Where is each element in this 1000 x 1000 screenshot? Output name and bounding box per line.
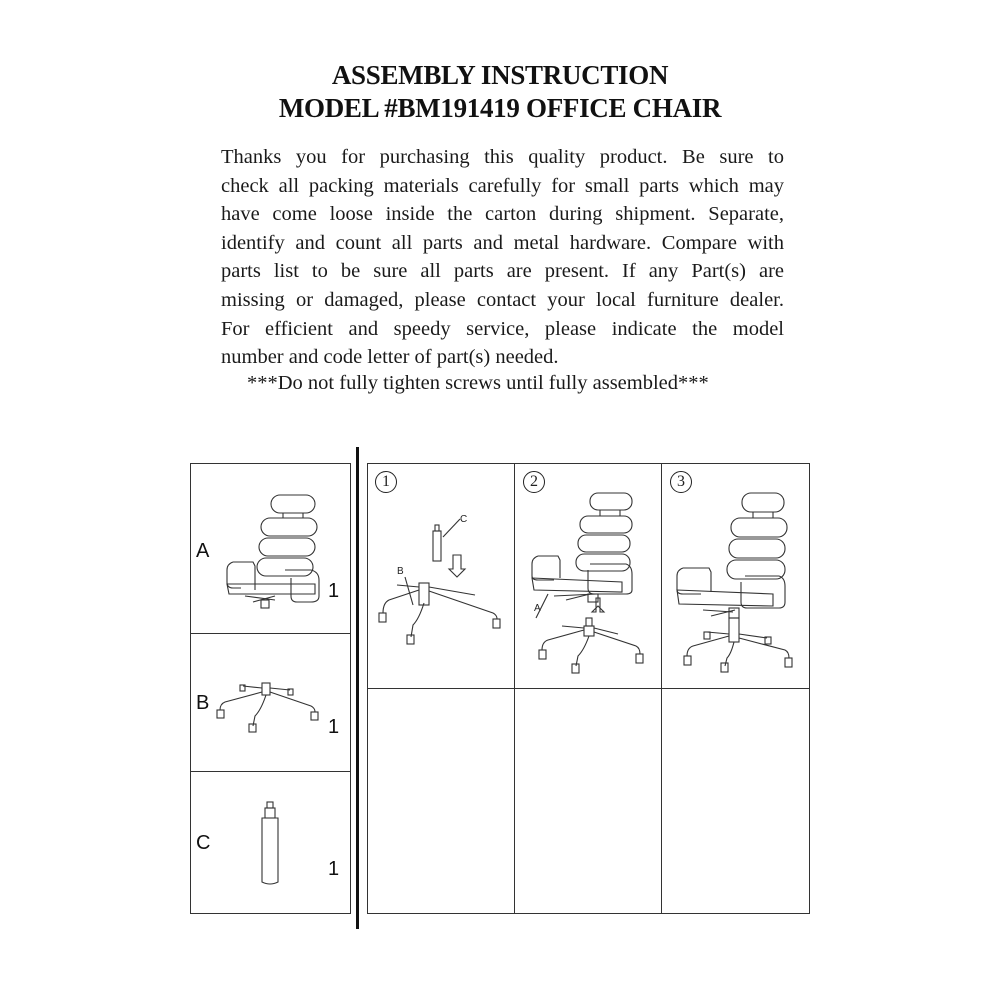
section-divider [356, 447, 359, 929]
intro-line: missing or damaged, please contact your local furniture dealer. [221, 288, 784, 311]
part-a-qty: 1 [328, 580, 340, 602]
step-3-assembled-chair-illustration [675, 490, 805, 670]
step-1-number: 1 [375, 471, 397, 493]
steps-row-divider [367, 688, 810, 689]
intro-line: Thanks you for purchasing this quality product. Be sure to [221, 146, 784, 168]
parts-divider [190, 633, 351, 634]
part-b-qty: 1 [328, 716, 340, 738]
part-a-letter: A [196, 540, 210, 562]
model-title: MODEL #BM191419 OFFICE CHAIR [278, 93, 722, 123]
step-3-number: 3 [670, 471, 692, 493]
step-2-attach-seat-illustration [530, 490, 660, 675]
tighten-warning-note: ***Do not fully tighten screws until fully assembled*** [247, 372, 709, 394]
step-2-number: 2 [523, 471, 545, 493]
callout-b: B [397, 566, 404, 577]
part-c-letter: C [196, 832, 211, 854]
part-b-letter: B [196, 692, 210, 714]
chair-base-icon [215, 680, 325, 740]
callout-a: A [534, 603, 541, 614]
parts-divider [190, 771, 351, 772]
gas-cylinder-icon [255, 800, 285, 890]
intro-line: check all packing materials carefully for small parts which may [221, 174, 784, 197]
step-1-base-cylinder-illustration [375, 515, 505, 645]
callout-c: C [460, 514, 468, 525]
document-title: ASSEMBLY INSTRUCTION [331, 60, 669, 90]
intro-line: have come loose inside the carton during shipment. Separate, [221, 203, 784, 226]
intro-paragraph [221, 143, 784, 372]
chair-seat-back-icon [215, 490, 335, 610]
intro-line: For efficient and speedy service, please indicate the model [221, 317, 784, 340]
part-c-qty: 1 [328, 858, 340, 880]
intro-line: identify and count all parts and metal hardware. Compare with [221, 231, 784, 254]
intro-line: parts list to be sure all parts are present. If any Part(s) are [221, 260, 784, 283]
intro-line: number and code letter of part(s) needed. [221, 346, 559, 369]
